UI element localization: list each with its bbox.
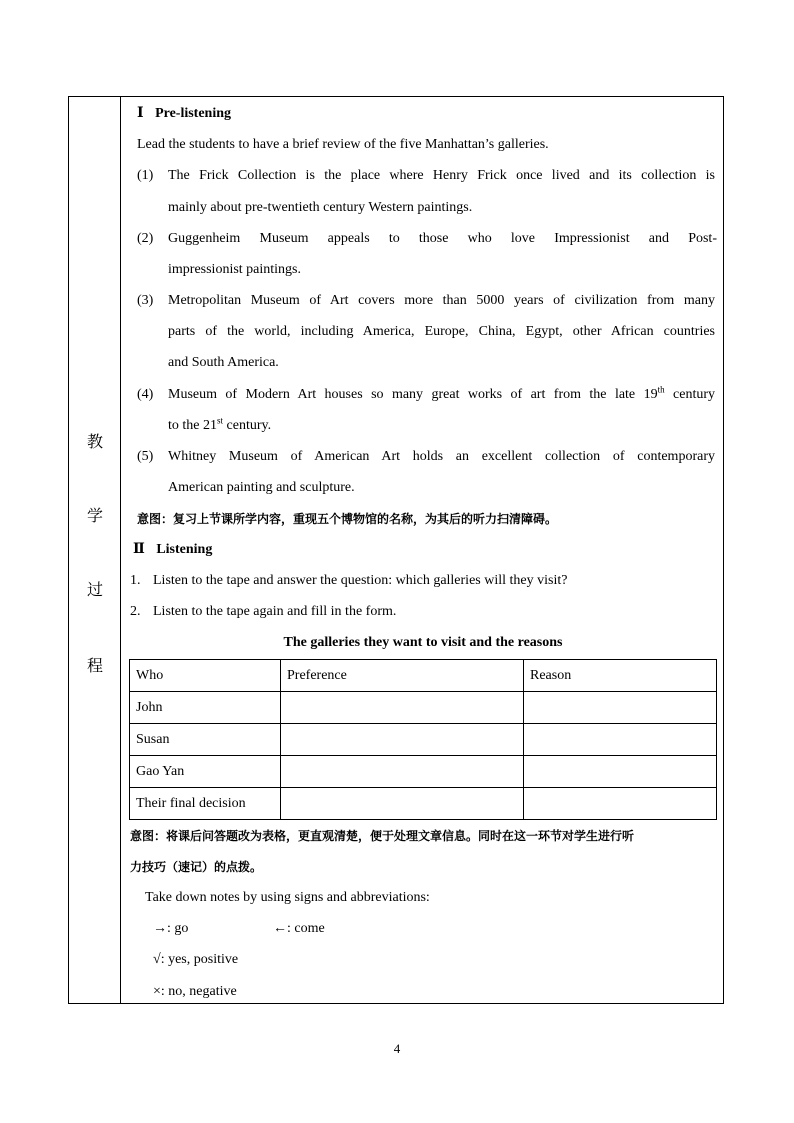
label-char-2: 学	[86, 506, 103, 525]
note-no-text: : no, negative	[160, 984, 237, 999]
item-3-line3: and South America.	[168, 355, 279, 370]
cross-mark-icon: ×	[153, 984, 161, 999]
note-go-text: : go	[167, 921, 189, 936]
section1-heading	[137, 105, 231, 123]
table-header-row	[130, 660, 717, 692]
item-3-line1: Metropolitan Museum of Art covers more than 5000 years of civilization from many	[168, 293, 715, 308]
section2-intent-line2: 力技巧（速记）的点拨。	[130, 860, 263, 874]
item-4-line2	[168, 417, 271, 435]
cell-who: Their final decision	[130, 788, 281, 820]
cell-reason[interactable]	[524, 788, 717, 820]
step-1-text: Listen to the tape and answer the question: which galleries will they visit?	[153, 573, 568, 588]
note-yes	[153, 951, 238, 969]
note-no	[153, 983, 237, 1001]
label-column	[69, 97, 121, 1003]
header-reason: Reason	[524, 660, 717, 692]
item-5-number: (5)	[137, 449, 154, 464]
step-2-text: Listen to the tape again and fill in the form.	[153, 604, 397, 619]
item-3-line2: parts of the world, including America, Europe, China, Egypt, other African countries	[168, 324, 715, 339]
arrow-right-icon: →	[153, 921, 167, 936]
page-number: 4	[393, 1041, 401, 1056]
item-3-number: (3)	[137, 293, 154, 308]
item-2-line2: impressionist paintings.	[168, 262, 301, 277]
cell-who: Gao Yan	[130, 756, 281, 788]
section1-title: Pre-listening	[155, 106, 232, 121]
item-4-line2-sup: st	[217, 415, 224, 426]
lesson-table	[68, 96, 724, 1004]
cell-preference[interactable]	[281, 724, 524, 756]
label-char-4: 程	[86, 656, 103, 675]
note-come	[273, 920, 325, 938]
table-row	[130, 788, 717, 820]
note-yes-text: : yes, positive	[160, 952, 239, 967]
item-1-number: (1)	[137, 168, 154, 183]
content-column	[121, 97, 723, 1003]
gallery-table	[129, 659, 717, 820]
section2-roman: Ⅱ	[133, 542, 145, 557]
item-4-line1	[168, 386, 715, 404]
section2-intent-line1: 意图：将课后问答题改为表格，更直观清楚，便于处理文章信息。同时在这一环节对学生进行听	[130, 829, 635, 843]
step-1-number: 1.	[130, 573, 141, 588]
item-2-line1: Guggenheim Museum appeals to those who love Impressionist and Post-	[168, 231, 717, 246]
section1-intro: Lead the students to have a brief review of the five Manhattan’s galleries.	[137, 137, 549, 152]
table-row	[130, 692, 717, 724]
item-1-line2: mainly about pre-twentieth century Western paintings.	[168, 200, 473, 215]
cell-who: John	[130, 692, 281, 724]
cell-preference[interactable]	[281, 692, 524, 724]
item-5-line1: Whitney Museum of American Art holds an excellent collection of contemporary	[168, 449, 715, 464]
cell-reason[interactable]	[524, 756, 717, 788]
item-4-line2-end: century.	[223, 418, 272, 433]
label-char-1: 教	[86, 432, 103, 451]
item-4-line1-text: Museum of Modern Art houses so many great works of art from the late 19	[168, 387, 658, 402]
item-5-line2: American painting and sculpture.	[168, 480, 355, 495]
table-title: The galleries they want to visit and the reasons	[283, 635, 563, 650]
cell-reason[interactable]	[524, 692, 717, 724]
item-1-line1: The Frick Collection is the place where Henry Frick once lived and its collection is	[168, 168, 715, 183]
section1-roman: Ⅰ	[137, 106, 144, 121]
cell-preference[interactable]	[281, 756, 524, 788]
note-come-text: : come	[287, 921, 325, 936]
section2-heading	[133, 541, 212, 559]
item-4-line1-end: century	[664, 387, 715, 402]
label-char-3: 过	[86, 580, 103, 599]
header-preference: Preference	[281, 660, 524, 692]
item-4-number: (4)	[137, 387, 154, 402]
item-4-line1-sup: th	[657, 384, 665, 395]
arrow-left-icon: ←	[273, 921, 287, 936]
note-go	[153, 920, 188, 938]
item-4-line2-text: to the 21	[168, 418, 217, 433]
section1-intent: 意图：复习上节课所学内容，重现五个博物馆的名称，为其后的听力扫清障碍。	[137, 512, 558, 526]
table-row	[130, 724, 717, 756]
cell-reason[interactable]	[524, 724, 717, 756]
section2-title: Listening	[156, 542, 213, 557]
header-who: Who	[130, 660, 281, 692]
step-2-number: 2.	[130, 604, 141, 619]
cell-preference[interactable]	[281, 788, 524, 820]
cell-who: Susan	[130, 724, 281, 756]
table-row	[130, 756, 717, 788]
item-2-number: (2)	[137, 231, 154, 246]
notes-intro: Take down notes by using signs and abbreviations:	[145, 890, 430, 905]
check-mark-icon: √	[153, 952, 161, 967]
